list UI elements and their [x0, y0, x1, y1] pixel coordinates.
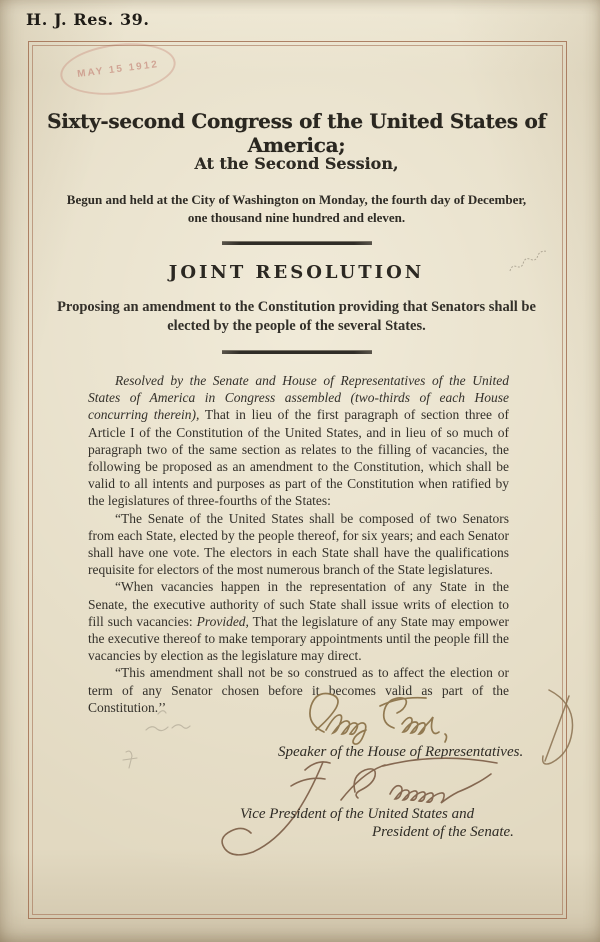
pencil-mark-small	[118, 748, 144, 774]
paragraph-construction: “This amendment shall not be so construed as to affect the election or term of any Senator chosen before it becomes valid as part of the Constitution.’’	[88, 665, 509, 715]
resolution-body	[88, 372, 509, 716]
speaker-title: Speaker of the House of Representatives.	[278, 744, 524, 760]
enacting-text: That in lieu of the first paragraph of section three of Article I of the Constitution of the United States, and in lieu of so much of paragraph two of the same section as relates to the filling of vacancies, the following be proposed as an amendment to the Constitution, which shall be valid to all intents and purposes as part of the Constitution when ratified by the legislatures of three-fourths of the States:	[88, 407, 509, 509]
vacancies-text-rest: That the legislature of any State may empower the executive thereof to make temporary appointments until the people fill the vacancies by election as the legislature may direct.	[88, 613, 509, 664]
congress-title: Sixty-second Congress of the United States of America;	[47, 109, 546, 157]
paragraph-resolved	[88, 372, 509, 510]
speaker-signature-name	[0, 0, 1, 1]
vice-president-signature-name	[0, 0, 1, 1]
stamp-date: MAY 15 1912	[76, 58, 160, 80]
divider-rule-top	[222, 241, 372, 245]
provided-clause: Provided,	[196, 613, 249, 629]
paragraph-vacancies	[88, 578, 509, 664]
session-subtitle: At the Second Session,	[194, 154, 399, 173]
vice-president-title-line1: Vice President of the United States and	[240, 806, 475, 822]
divider-rule-middle	[222, 350, 372, 354]
doc-number: H. J. Res. 39.	[26, 10, 150, 29]
convening-statement-line2: one thousand nine hundred and eleven.	[187, 210, 406, 225]
vice-president-signature-script	[205, 748, 535, 860]
resolved-clause: Resolved by the Senate and House of Representatives of the United States of America in Congress assembled (two-thirds of each House concurring therein),	[88, 373, 509, 423]
resolution-title: JOINT RESOLUTION	[168, 262, 425, 283]
vice-president-title-line2: President of the Senate.	[372, 824, 514, 840]
resolution-subtitle-line1: Proposing an amendment to the Constitution providing that Senators shall be	[57, 299, 536, 315]
pen-flourish	[535, 686, 580, 770]
speaker-signature-script	[302, 688, 477, 746]
pencil-marks	[138, 700, 200, 748]
vacancies-text: “When vacancies happen in the representation of any State in the Senate, the executive authority of such State shall issue writs of election to fill such vacancies:	[88, 579, 509, 629]
resolution-subtitle-line2: elected by the people of the several States.	[167, 318, 426, 334]
paragraph-senate-composition: “The Senate of the United States shall be composed of two Senators from each State, elected by the people thereof, for six years; and each Senator shall have one vote. The electors in each State shall have the qualifications requisite for electors of the most numerous branch of the State legislatures.	[88, 510, 509, 578]
convening-statement-line1: Begun and held at the City of Washington on Monday, the fourth day of December,	[66, 192, 527, 207]
